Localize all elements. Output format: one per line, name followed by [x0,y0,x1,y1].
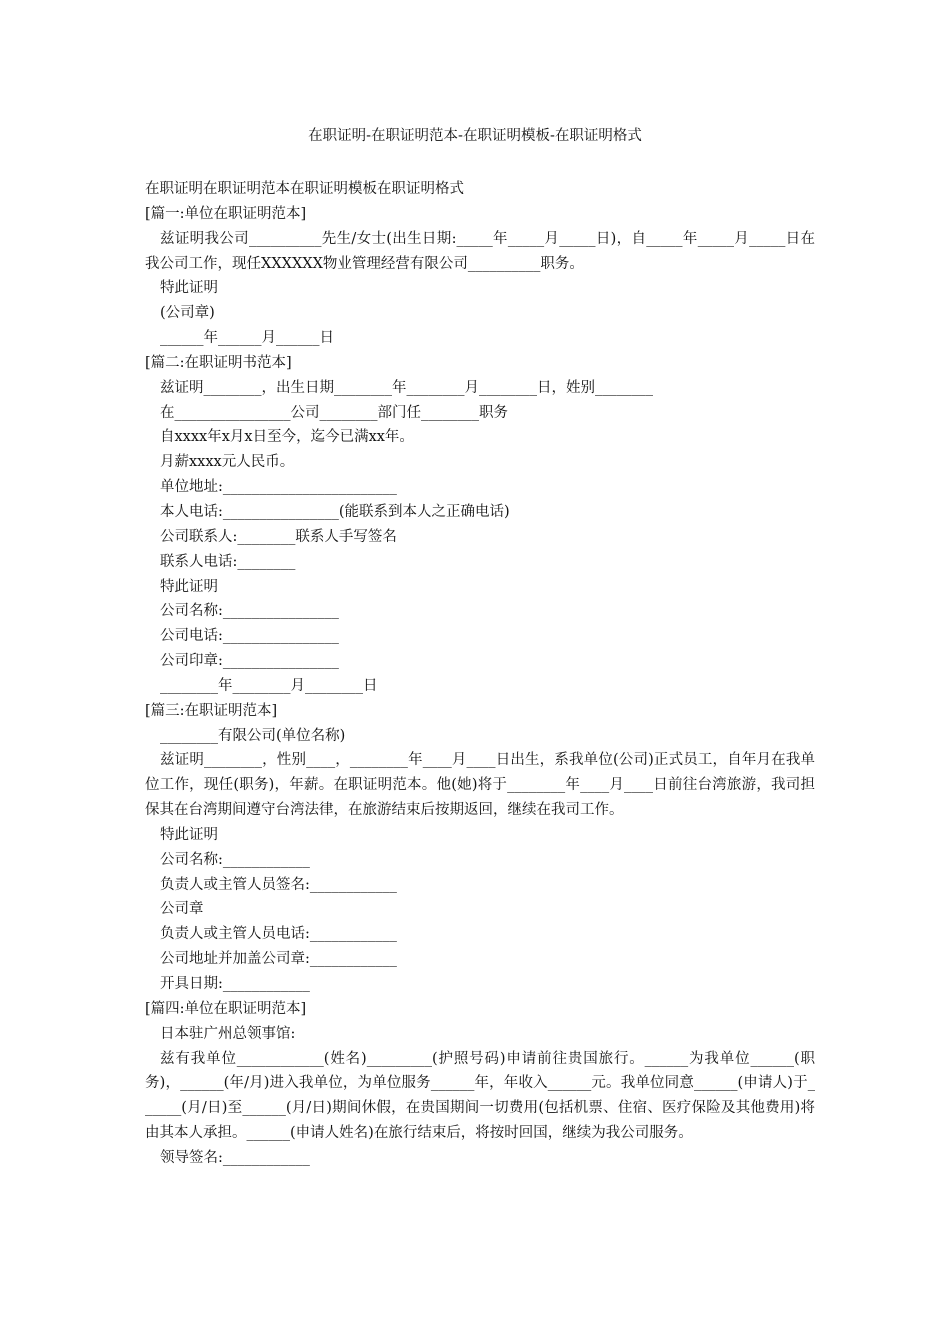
section-1-seal: (公司章) [160,305,215,322]
section-2-line: 公司电话:________________ [160,628,339,645]
section-3-heading: [篇三:在职证明范本] [145,702,278,719]
section-1-heading: [篇一:单位在职证明范本] [145,205,307,222]
section-2-line: 月薪xxxx元人民币。 [160,454,295,471]
section-4-heading: [篇四:单位在职证明范本] [145,1000,307,1017]
section-1-paragraph: 兹证明我公司__________先生/女士(出生日期:_____年_____月_____日)，自_____年_____月_____日在我公司工作，现任XXXXXX物业管理经营有限公司__________职务。 [145,230,815,272]
section-2-line: ________年________月________日 [160,677,378,694]
section-3-line: 公司章 [160,901,204,918]
section-2-line: 自xxxx年x月x日至今，迄今已满xx年。 [160,429,414,446]
section-2-line: 单位地址:________________________ [160,479,397,496]
section-2-line: 特此证明 [160,578,218,595]
section-3-paragraph: 兹证明________，性别____，________年____月____日出生，系我单位(公司)正式员工，自年月在我单位工作，现任(职务)，年薪。在职证明范本。他(她)将于________年____月____日前往台湾旅游，我司担保其在台湾期间遵守台湾法律，在旅游结束后按期返回，继续在我司工作。 [145,752,815,819]
section-4-paragraph: 兹有我单位____________(姓名)_________(护照号码)申请前往贵国旅行。______为我单位______(职务)，______(年/月)进入我单位，为单位服务______年，年收入______元。我单位同意______(申请人)于______(月/日)至______(月/日)期间休假，在贵国期间一切费用(包括机票、住宿、医疗保险及其他费用)将由其本人承担。______(申请人姓名)在旅行结束后，将按时回国，继续为我公司服务。 [145,1050,815,1142]
section-3-line: 公司名称:____________ [160,851,310,868]
section-2-line: 兹证明________，出生日期________年________月________日，姓别________ [160,379,653,396]
section-2-line: 在________________公司________部门任________职务 [160,404,508,421]
document-subtitle: 在职证明在职证明范本在职证明模板在职证明格式 [145,181,464,197]
section-1-closing: 特此证明 [160,280,218,297]
section-2-line: 联系人电话:________ [160,553,296,570]
section-2-line: 公司印章:________________ [160,653,339,670]
section-3-line: 特此证明 [160,826,218,843]
section-2-line: 公司联系人:________联系人手写签名 [160,528,397,545]
document-body [145,177,815,1171]
section-2-line: 公司名称:________________ [160,603,339,620]
section-3-line: 负责人或主管人员电话:____________ [160,926,397,943]
section-2-line: 本人电话:________________(能联系到本人之正确电话) [160,503,510,520]
section-3-line: 开具日期:____________ [160,976,310,992]
section-4-signature: 领导签名:____________ [160,1149,310,1166]
section-3-line: 公司地址并加盖公司章:____________ [160,951,397,968]
document-title: 在职证明-在职证明范本-在职证明模板-在职证明格式 [308,128,642,144]
section-4-recipient: 日本驻广州总领事馆: [160,1025,296,1042]
section-2-heading: [篇二:在职证明书范本] [145,354,292,371]
section-1-date: ______年______月______日 [160,330,334,347]
section-3-company: ________有限公司(单位名称) [160,727,346,744]
section-3-line: 负责人或主管人员签名:____________ [160,876,397,893]
